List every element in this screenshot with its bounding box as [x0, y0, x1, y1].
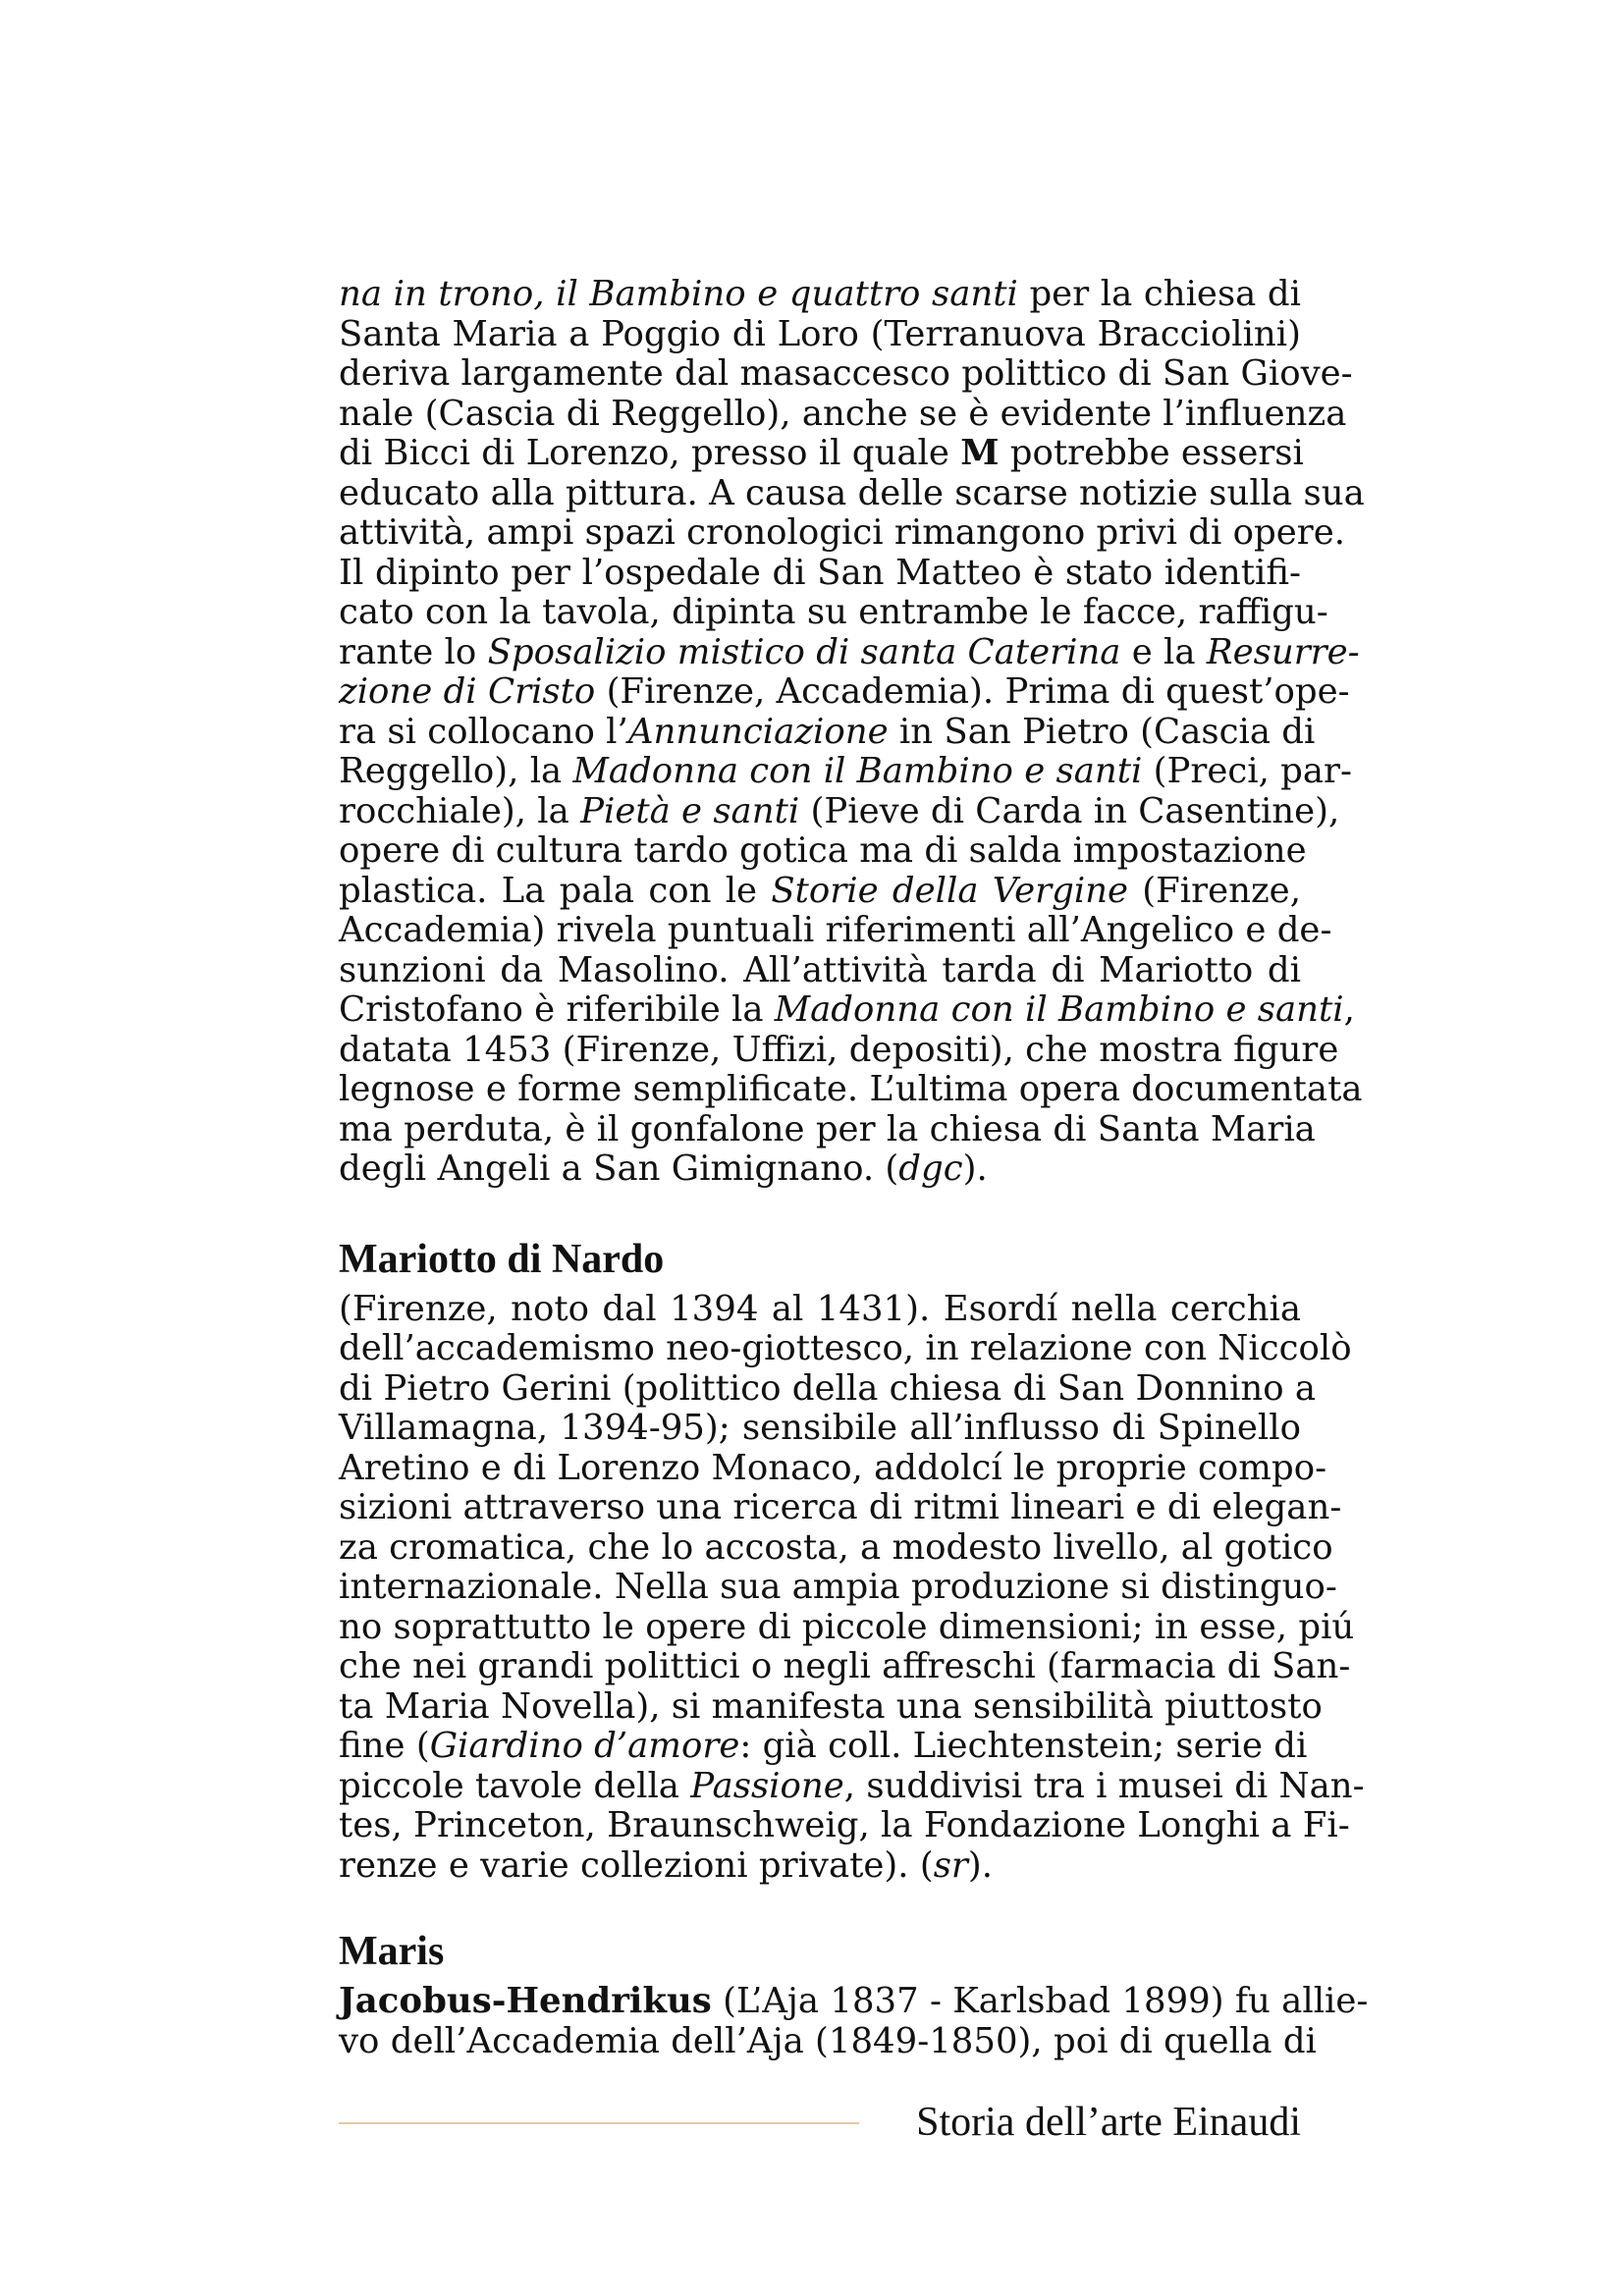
text-line	[339, 1108, 1316, 1150]
text-line	[339, 1567, 1337, 1608]
footer-rule	[339, 2122, 859, 2124]
text-line	[339, 1487, 1342, 1528]
text-line	[339, 1685, 1323, 1728]
text-run: sunzioni da Masolino. All’attività tarda di Mariotto di	[339, 949, 1301, 990]
text-run: in San Pietro (Cascia di	[888, 711, 1316, 752]
text-line	[339, 1646, 1351, 1687]
italic-run: Passione	[690, 1765, 844, 1806]
italic-run: Giardino d’amore	[429, 1726, 740, 1766]
text-run: ma perduta, è il gonfalone per la chiesa di Santa Maria	[339, 1108, 1316, 1149]
entry-body-mariotto-di-nardo	[339, 1288, 1365, 1887]
text-line	[339, 1409, 1301, 1449]
text-line	[339, 790, 1340, 832]
text-run: opere di cultura tardo gotica ma di salda impostazione	[339, 830, 1307, 871]
text-line	[339, 951, 1301, 991]
text-run: che nei grandi polittici o negli affreschi (farmacia di San-	[339, 1646, 1351, 1686]
bold-run: M	[960, 433, 1000, 473]
text-run: fine (	[339, 1726, 430, 1766]
text-run: (Firenze,	[1128, 870, 1301, 911]
italic-run: Madonna con il Bambino e santi	[774, 989, 1344, 1030]
text-run: Il dipinto per l’ospedale di San Matteo è stato identifi-	[339, 552, 1301, 593]
italic-run: Resurre-	[1206, 631, 1360, 672]
text-line	[339, 1149, 1301, 1190]
text-line	[339, 1367, 1317, 1410]
text-line	[339, 512, 1345, 554]
section-gap	[339, 1190, 1301, 1237]
text-run: di Bicci di Lorenzo, presso il quale	[339, 433, 961, 473]
text-run: tes, Princeton, Braunschweig, la Fondazione Longhi a Fi-	[339, 1805, 1350, 1845]
text-run: za cromatica, che lo accosta, a modesto livello, al gotico	[339, 1526, 1333, 1568]
text-line	[339, 554, 1301, 594]
text-run: vo dell’Accademia dell’Aja (1849-1850), poi di quella di	[339, 2020, 1317, 2061]
text-line	[339, 1726, 1308, 1767]
text-line	[339, 1805, 1350, 1846]
text-run: nale (Cascia di Reggello), anche se è evidente l’influenza	[339, 393, 1347, 434]
text-run: renze e varie collezioni private). (	[339, 1844, 934, 1886]
bold-run: Jacobus-Hendrikus	[339, 1981, 712, 2021]
text-run: dell’accademismo neo-giottesco, in relazione con Niccolò	[339, 1328, 1352, 1368]
text-line	[339, 1606, 1355, 1648]
text-run: , suddivisi tra i musei di Nan-	[843, 1765, 1365, 1806]
text-line	[339, 830, 1307, 872]
page-footer	[339, 2099, 1301, 2148]
text-run: Aretino e di Lorenzo Monaco, addolcí le proprie compo-	[339, 1447, 1327, 1488]
section-gap	[339, 1886, 1301, 1929]
text-run: Reggello), la	[339, 751, 573, 791]
text-run: (L’Aja 1837 - Karlsbad 1899) fu allie-	[711, 1981, 1369, 2021]
text-run: e la	[1120, 631, 1207, 672]
text-line	[339, 1981, 1369, 2022]
entry-heading-mariotto-di-nardo: Mariotto di Nardo	[339, 1236, 665, 1282]
italic-run: Madonna con il Bambino e santi	[572, 751, 1143, 791]
text-run: (Preci, par-	[1142, 751, 1353, 791]
text-line	[339, 275, 1301, 315]
text-line	[339, 1029, 1339, 1071]
text-line	[339, 711, 1316, 753]
footer-title: Storia dell’arte Einaudi	[916, 2100, 1301, 2145]
text-line	[339, 472, 1365, 514]
text-line	[339, 1290, 1301, 1330]
text-run: (Pieve di Carda in Casentine),	[799, 790, 1340, 831]
text-run: ra si collocano l’	[339, 711, 628, 752]
text-run: di Pietro Gerini (polittico della chiesa di San Donnino a	[339, 1367, 1317, 1409]
italic-run: Sposalizio mistico di santa Caterina	[487, 631, 1121, 672]
text-run: rante lo	[339, 631, 488, 672]
italic-run: dgc	[898, 1148, 963, 1189]
text-run: sizioni attraverso una ricerca di ritmi lineari e di elegan-	[339, 1487, 1342, 1527]
text-line	[339, 592, 1328, 633]
text-run: no soprattutto le opere di piccole dimensioni; in esse, piú	[339, 1606, 1355, 1647]
text-run: (Firenze, noto dal 1394 al 1431). Esordí nella cerchia	[339, 1288, 1301, 1329]
italic-run: zione di Cristo	[339, 671, 596, 712]
text-run: ta Maria Novella), si manifesta una sensibilità piuttosto	[339, 1685, 1323, 1727]
text-run: attività, ampi spazi cronologici rimangono privi di opere.	[339, 512, 1345, 553]
text-column	[339, 274, 1369, 2061]
text-run: Accademia) rivela puntuali riferimenti all’Angelico e de-	[339, 910, 1332, 950]
text-line	[339, 872, 1301, 912]
italic-run: sr	[933, 1844, 968, 1886]
text-line	[339, 989, 1355, 1031]
text-run: Cristofano è riferibile la	[339, 989, 775, 1030]
text-run: degli Angeli a San Gimignano. (	[339, 1148, 899, 1189]
text-run: cato con la tavola, dipinta su entrambe le facce, raffigu-	[339, 592, 1328, 632]
entry-body-maris	[339, 1981, 1369, 2061]
text-run: plastica. La pala con le	[339, 870, 772, 911]
text-line	[339, 1069, 1363, 1110]
text-run: educato alla pittura. A causa delle scarse notizie sulla sua	[339, 472, 1365, 513]
text-run: datata 1453 (Firenze, Uffizi, depositi), che mostra figure	[339, 1029, 1339, 1070]
text-line	[339, 2020, 1317, 2062]
italic-run: Pietà e santi	[580, 790, 800, 831]
italic-run: na in trono, il Bambino e quattro santi	[339, 274, 1018, 314]
text-run: per la chiesa di	[1017, 274, 1301, 314]
text-line	[339, 353, 1353, 395]
text-line	[339, 631, 1360, 673]
text-run: ,	[1343, 989, 1355, 1030]
text-run: internazionale. Nella sua ampia produzione si distinguo-	[339, 1567, 1337, 1607]
text-run: legnose e forme semplificate. L’ultima opera documentata	[339, 1069, 1363, 1109]
text-line	[339, 1526, 1333, 1569]
text-line	[339, 433, 1304, 474]
text-run: Santa Maria a Poggio di Loro (Terranuova Bracciolini)	[339, 313, 1301, 354]
text-line	[339, 1846, 1301, 1887]
text-line	[339, 315, 1301, 355]
text-line	[339, 1765, 1365, 1807]
text-run: (Firenze, Accademia). Prima di quest’ope-	[595, 671, 1350, 712]
entry-heading-maris: Maris	[339, 1929, 445, 1974]
text-line	[339, 671, 1350, 713]
text-line	[339, 393, 1347, 435]
text-line	[339, 1447, 1327, 1489]
text-run: piccole tavole della	[339, 1765, 691, 1806]
text-line	[339, 910, 1332, 951]
text-line	[339, 1328, 1352, 1369]
italic-run: Storie della Vergine	[771, 870, 1129, 911]
text-run: : già coll. Liechtenstein; serie di	[739, 1726, 1308, 1766]
text-run: rocchiale), la	[339, 790, 581, 831]
entry-continuation	[339, 274, 1365, 1190]
italic-run: Annunciazione	[627, 711, 889, 752]
text-run: Villamagna, 1394-95); sensibile all’influsso di Spinello	[339, 1408, 1301, 1448]
text-line	[339, 751, 1353, 792]
text-run: deriva largamente dal masaccesco polittico di San Giove-	[339, 353, 1353, 394]
text-run: potrebbe essersi	[999, 433, 1304, 473]
text-run: ).	[962, 1148, 988, 1189]
text-run: ).	[967, 1844, 994, 1886]
